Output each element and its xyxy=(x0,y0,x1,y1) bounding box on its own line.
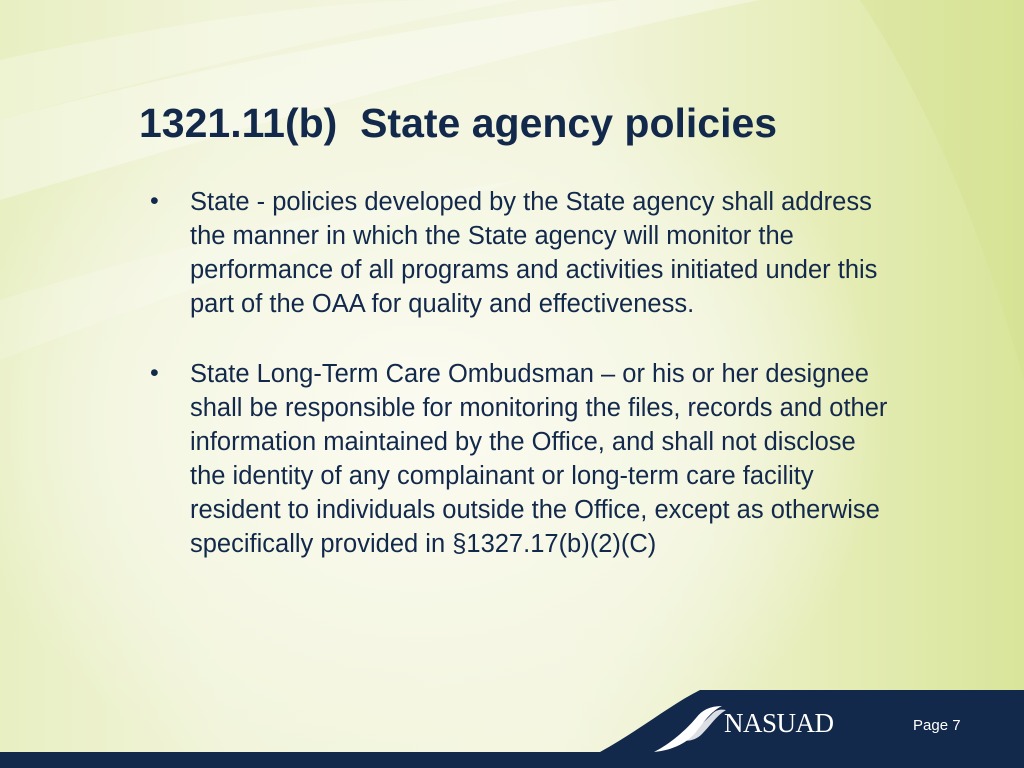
nasuad-logo-text: NASUAD xyxy=(724,708,834,738)
slide-title: 1321.11(b) State agency policies xyxy=(139,100,778,146)
bullet-text: State Long-Term Care Ombudsman – or his or her designee shall be responsible for monitoring the files, records and other information maintained by the Office, and shall not disclose the identity of any complainant or long-term care facility resident to individuals outside the Office, except as otherwise specifically provided in §1327.17(b)(2)(C) xyxy=(190,360,888,558)
bullet-marker: • xyxy=(150,187,159,215)
page-number: Page 7 xyxy=(913,717,961,734)
bullet-marker: • xyxy=(150,359,159,387)
bullet-text: State - policies developed by the State agency shall address the manner in which the State agency will monitor the performance of all programs and activities initiated under this part of the OAA for quality and effectiveness. xyxy=(190,188,878,318)
